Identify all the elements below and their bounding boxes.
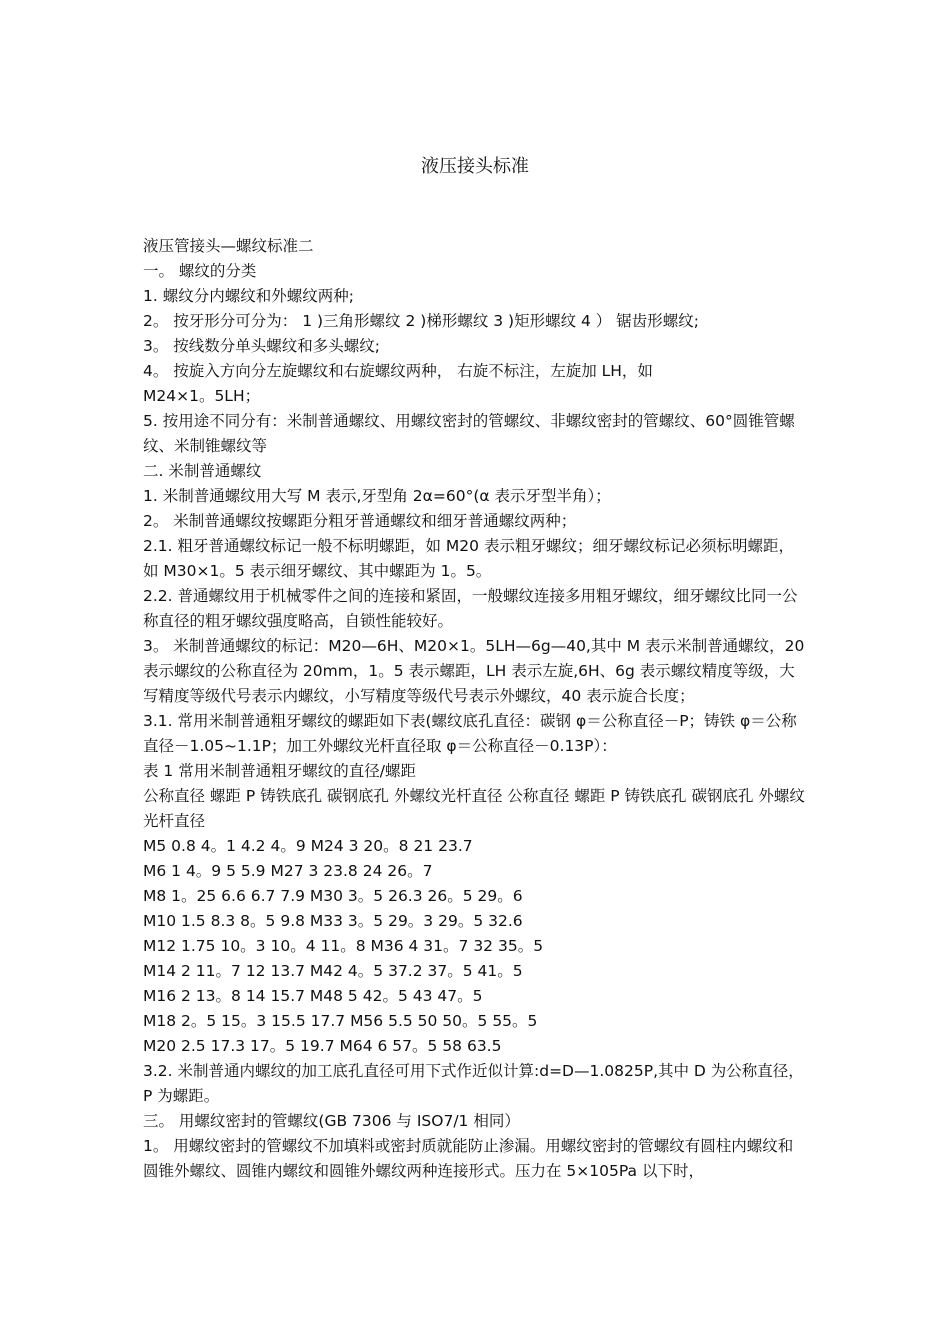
paragraph: M24×1。5LH； <box>143 387 261 405</box>
paragraph: 5. 按用途不同分有：米制普通螺纹、用螺纹密封的管螺纹、非螺纹密封的管螺纹、60°圆锥管螺纹、米制锥螺纹等 <box>143 412 795 455</box>
paragraph: 4。 按旋入方向分左旋螺纹和右旋螺纹两种， 右旋不标注，左旋加 LH，如 <box>143 362 653 380</box>
paragraph: 2。 米制普通螺纹按螺距分粗牙普通螺纹和细牙普通螺纹两种； <box>143 512 577 530</box>
document-body <box>143 234 808 1184</box>
paragraph: 3。 米制普通螺纹的标记：M20—6H、M20×1。5LH—6g—40,其中 M 表示米制普通螺纹，20 表示螺纹的公称直径为 20mm，1。5 表示螺距，LH 表示左旋,6H、6g 表示螺纹精度等级，大写精度等级代号表示内螺纹，小写精度等级代号表示外螺纹，40 表示旋合长度； <box>143 637 805 705</box>
section-heading: 一。 螺纹的分类 <box>143 262 257 280</box>
paragraph: 1. 米制普通螺纹用大写 M 表示,牙型角 2α=60°(α 表示牙型半角）； <box>143 487 611 505</box>
paragraph: 3.2. 米制普通内螺纹的加工底孔直径可用下式作近似计算:d=D—1.0825P,其中 D 为公称直径，P 为螺距。 <box>143 1062 804 1105</box>
paragraph: 液压管接头—螺纹标准二 <box>143 237 314 255</box>
paragraph: 1。 用螺纹密封的管螺纹不加填料或密封质就能防止渗漏。用螺纹密封的管螺纹有圆柱内螺纹和圆锥外螺纹、圆锥内螺纹和圆锥外螺纹两种连接形式。压力在 5×105Pa 以下时， <box>143 1137 794 1180</box>
table-row: M16 2 13。8 14 15.7 M48 5 42。5 43 47。5 <box>143 987 483 1005</box>
table-row: M6 1 4。9 5 5.9 M27 3 23.8 24 26。7 <box>143 862 433 880</box>
table-row: M14 2 11。7 12 13.7 M42 4。5 37.2 37。5 41。5 <box>143 962 523 980</box>
table-row: M20 2.5 17.3 17。5 19.7 M64 6 57。5 58 63.5 <box>143 1037 502 1055</box>
table-header: 公称直径 螺距 P 铸铁底孔 碳钢底孔 外螺纹光杆直径 公称直径 螺距 P 铸铁底孔 碳钢底孔 外螺纹光杆直径 <box>143 787 805 830</box>
table-row: M10 1.5 8.3 8。5 9.8 M33 3。5 29。3 29。5 32.6 <box>143 912 523 930</box>
paragraph: 2。 按牙形分可分为： 1 )三角形螺纹 2 )梯形螺纹 3 )矩形螺纹 4 ） 锯齿形螺纹; <box>143 312 699 330</box>
paragraph: 3。 按线数分单头螺纹和多头螺纹; <box>143 337 381 355</box>
section-heading: 三。 用螺纹密封的管螺纹(GB 7306 与 ISO7/1 相同） <box>143 1112 520 1130</box>
table-row: M8 1。25 6.6 6.7 7.9 M30 3。5 26.3 26。5 29。6 <box>143 887 523 905</box>
document-title: 液压接头标准 <box>421 156 529 177</box>
table-row: M12 1.75 10。3 10。4 11。8 M36 4 31。7 32 35。5 <box>143 937 544 955</box>
section-heading: 二. 米制普通螺纹 <box>143 462 262 480</box>
table-row: M18 2。5 15。3 15.5 17.7 M56 5.5 50 50。5 55。5 <box>143 1012 538 1030</box>
paragraph: 2.1. 粗牙普通螺纹标记一般不标明螺距，如 M20 表示粗牙螺纹；细牙螺纹标记必须标明螺距，如 M30×1。5 表示细牙螺纹、其中螺距为 1。5。 <box>143 537 794 580</box>
paragraph: 2.2. 普通螺纹用于机械零件之间的连接和紧固，一般螺纹连接多用粗牙螺纹，细牙螺纹比同一公称直径的粗牙螺纹强度略高，自锁性能较好。 <box>143 587 798 630</box>
table-caption: 表 1 常用米制普通粗牙螺纹的直径/螺距 <box>143 762 416 780</box>
table-row: M5 0.8 4。1 4.2 4。9 M24 3 20。8 21 23.7 <box>143 837 473 855</box>
paragraph: 3.1. 常用米制普通粗牙螺纹的螺距如下表(螺纹底孔直径：碳钢 φ＝公称直径－P；铸铁 φ＝公称直径－1.05~1.1P；加工外螺纹光杆直径取 φ＝公称直径－0.13P）： <box>143 712 797 755</box>
paragraph: 1. 螺纹分内螺纹和外螺纹两种; <box>143 287 354 305</box>
